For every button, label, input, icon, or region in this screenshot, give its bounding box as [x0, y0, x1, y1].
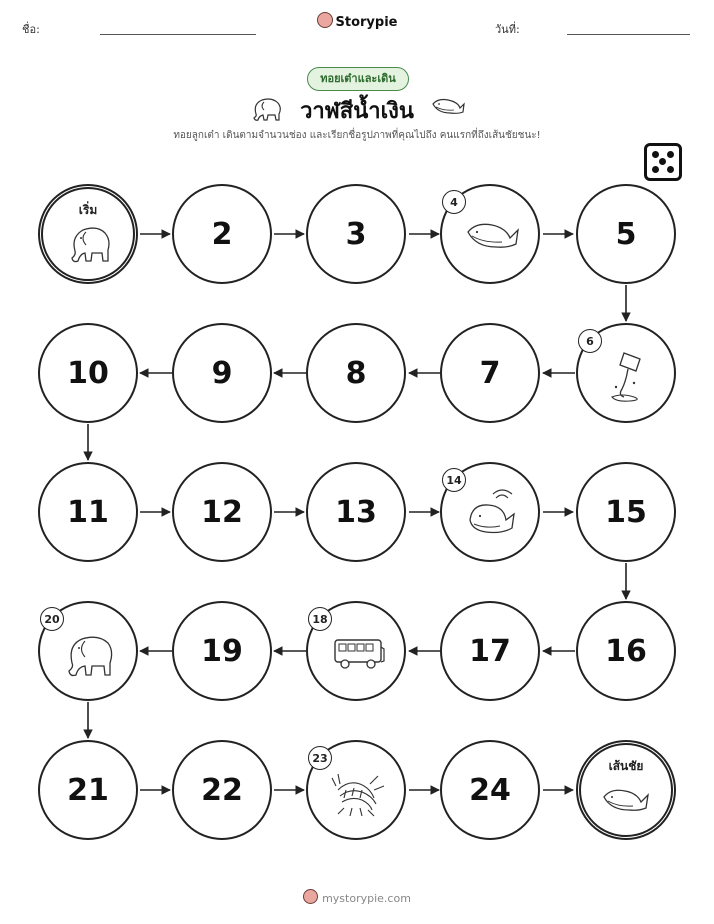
bus-icon: [332, 637, 386, 671]
start-label: เริ่ม: [78, 203, 98, 217]
board-cell: [306, 462, 406, 562]
whale-spout-icon: [466, 488, 520, 540]
elephant-icon: [62, 629, 118, 679]
whale-icon: [464, 216, 522, 258]
cell-number-badge: 20: [40, 607, 64, 631]
cell-number: 19: [201, 633, 243, 669]
footer: [0, 889, 714, 905]
water-pouring-icon: [606, 349, 650, 403]
board-cell: [38, 601, 138, 701]
page-title: วาฬสีน้ำเงิน: [300, 99, 414, 124]
brand-name: Storypie: [335, 15, 398, 30]
cell-number: 15: [605, 494, 647, 530]
cell-number-badge: 23: [308, 746, 332, 770]
cell-number: 9: [211, 355, 233, 391]
board-cell: [306, 184, 406, 284]
finish-label: เส้นชัย: [608, 759, 644, 773]
board-cell: [576, 323, 676, 423]
board-cell: [576, 462, 676, 562]
cell-number: 7: [479, 355, 501, 391]
board-cell: [172, 462, 272, 562]
board-cell: [172, 601, 272, 701]
krill-icon: [330, 768, 386, 818]
board-cell: [306, 323, 406, 423]
cell-number-badge: 14: [442, 468, 466, 492]
cell-number: 10: [67, 355, 109, 391]
cell-number: 22: [201, 772, 243, 808]
cell-number: 17: [469, 633, 511, 669]
cell-number: 21: [67, 772, 109, 808]
cell-number: 11: [67, 494, 109, 530]
cell-number: 24: [469, 772, 511, 808]
cell-number: 8: [345, 355, 367, 391]
cell-number-badge: 18: [308, 607, 332, 631]
cell-number: 16: [605, 633, 647, 669]
board-cell: [38, 740, 138, 840]
cell-number: 12: [201, 494, 243, 530]
cell-number: 3: [345, 216, 367, 252]
name-label: ชื่อ:: [22, 23, 40, 36]
board-cell: [440, 323, 540, 423]
board-cell-finish: [576, 740, 676, 840]
instructions-text: ทอยลูกเต๋า เดินตามจำนวนช่อง และเรียกชื่อรูปภาพที่คุณไปถึง คนแรกที่ถึงเส้นชัยชนะ!: [173, 130, 541, 141]
board-cell: [440, 184, 540, 284]
whale-icon: [601, 783, 651, 819]
board-cell-start: [38, 184, 138, 284]
cell-number-badge: 4: [442, 190, 466, 214]
cell-number: 2: [211, 216, 233, 252]
cell-number: 5: [615, 216, 637, 252]
elephant-icon: [65, 221, 115, 265]
board-cell: [576, 184, 676, 284]
board-cell: [576, 601, 676, 701]
footer-site[interactable]: mystorypie.com: [322, 892, 411, 905]
board-cell: [306, 601, 406, 701]
board-cell: [440, 740, 540, 840]
board-cell: [172, 740, 272, 840]
cell-number: 13: [335, 494, 377, 530]
board-cell: [440, 601, 540, 701]
board-cell: [172, 323, 272, 423]
bear-icon: [303, 889, 318, 904]
cell-number-badge: 6: [578, 329, 602, 353]
board-cell: [172, 184, 272, 284]
board-cell: [38, 323, 138, 423]
date-label: วันที่:: [495, 23, 520, 36]
board-cell: [440, 462, 540, 562]
board-cell: [306, 740, 406, 840]
board-cell: [38, 462, 138, 562]
game-type-badge: ทอยเต๋าและเดิน: [307, 67, 409, 91]
